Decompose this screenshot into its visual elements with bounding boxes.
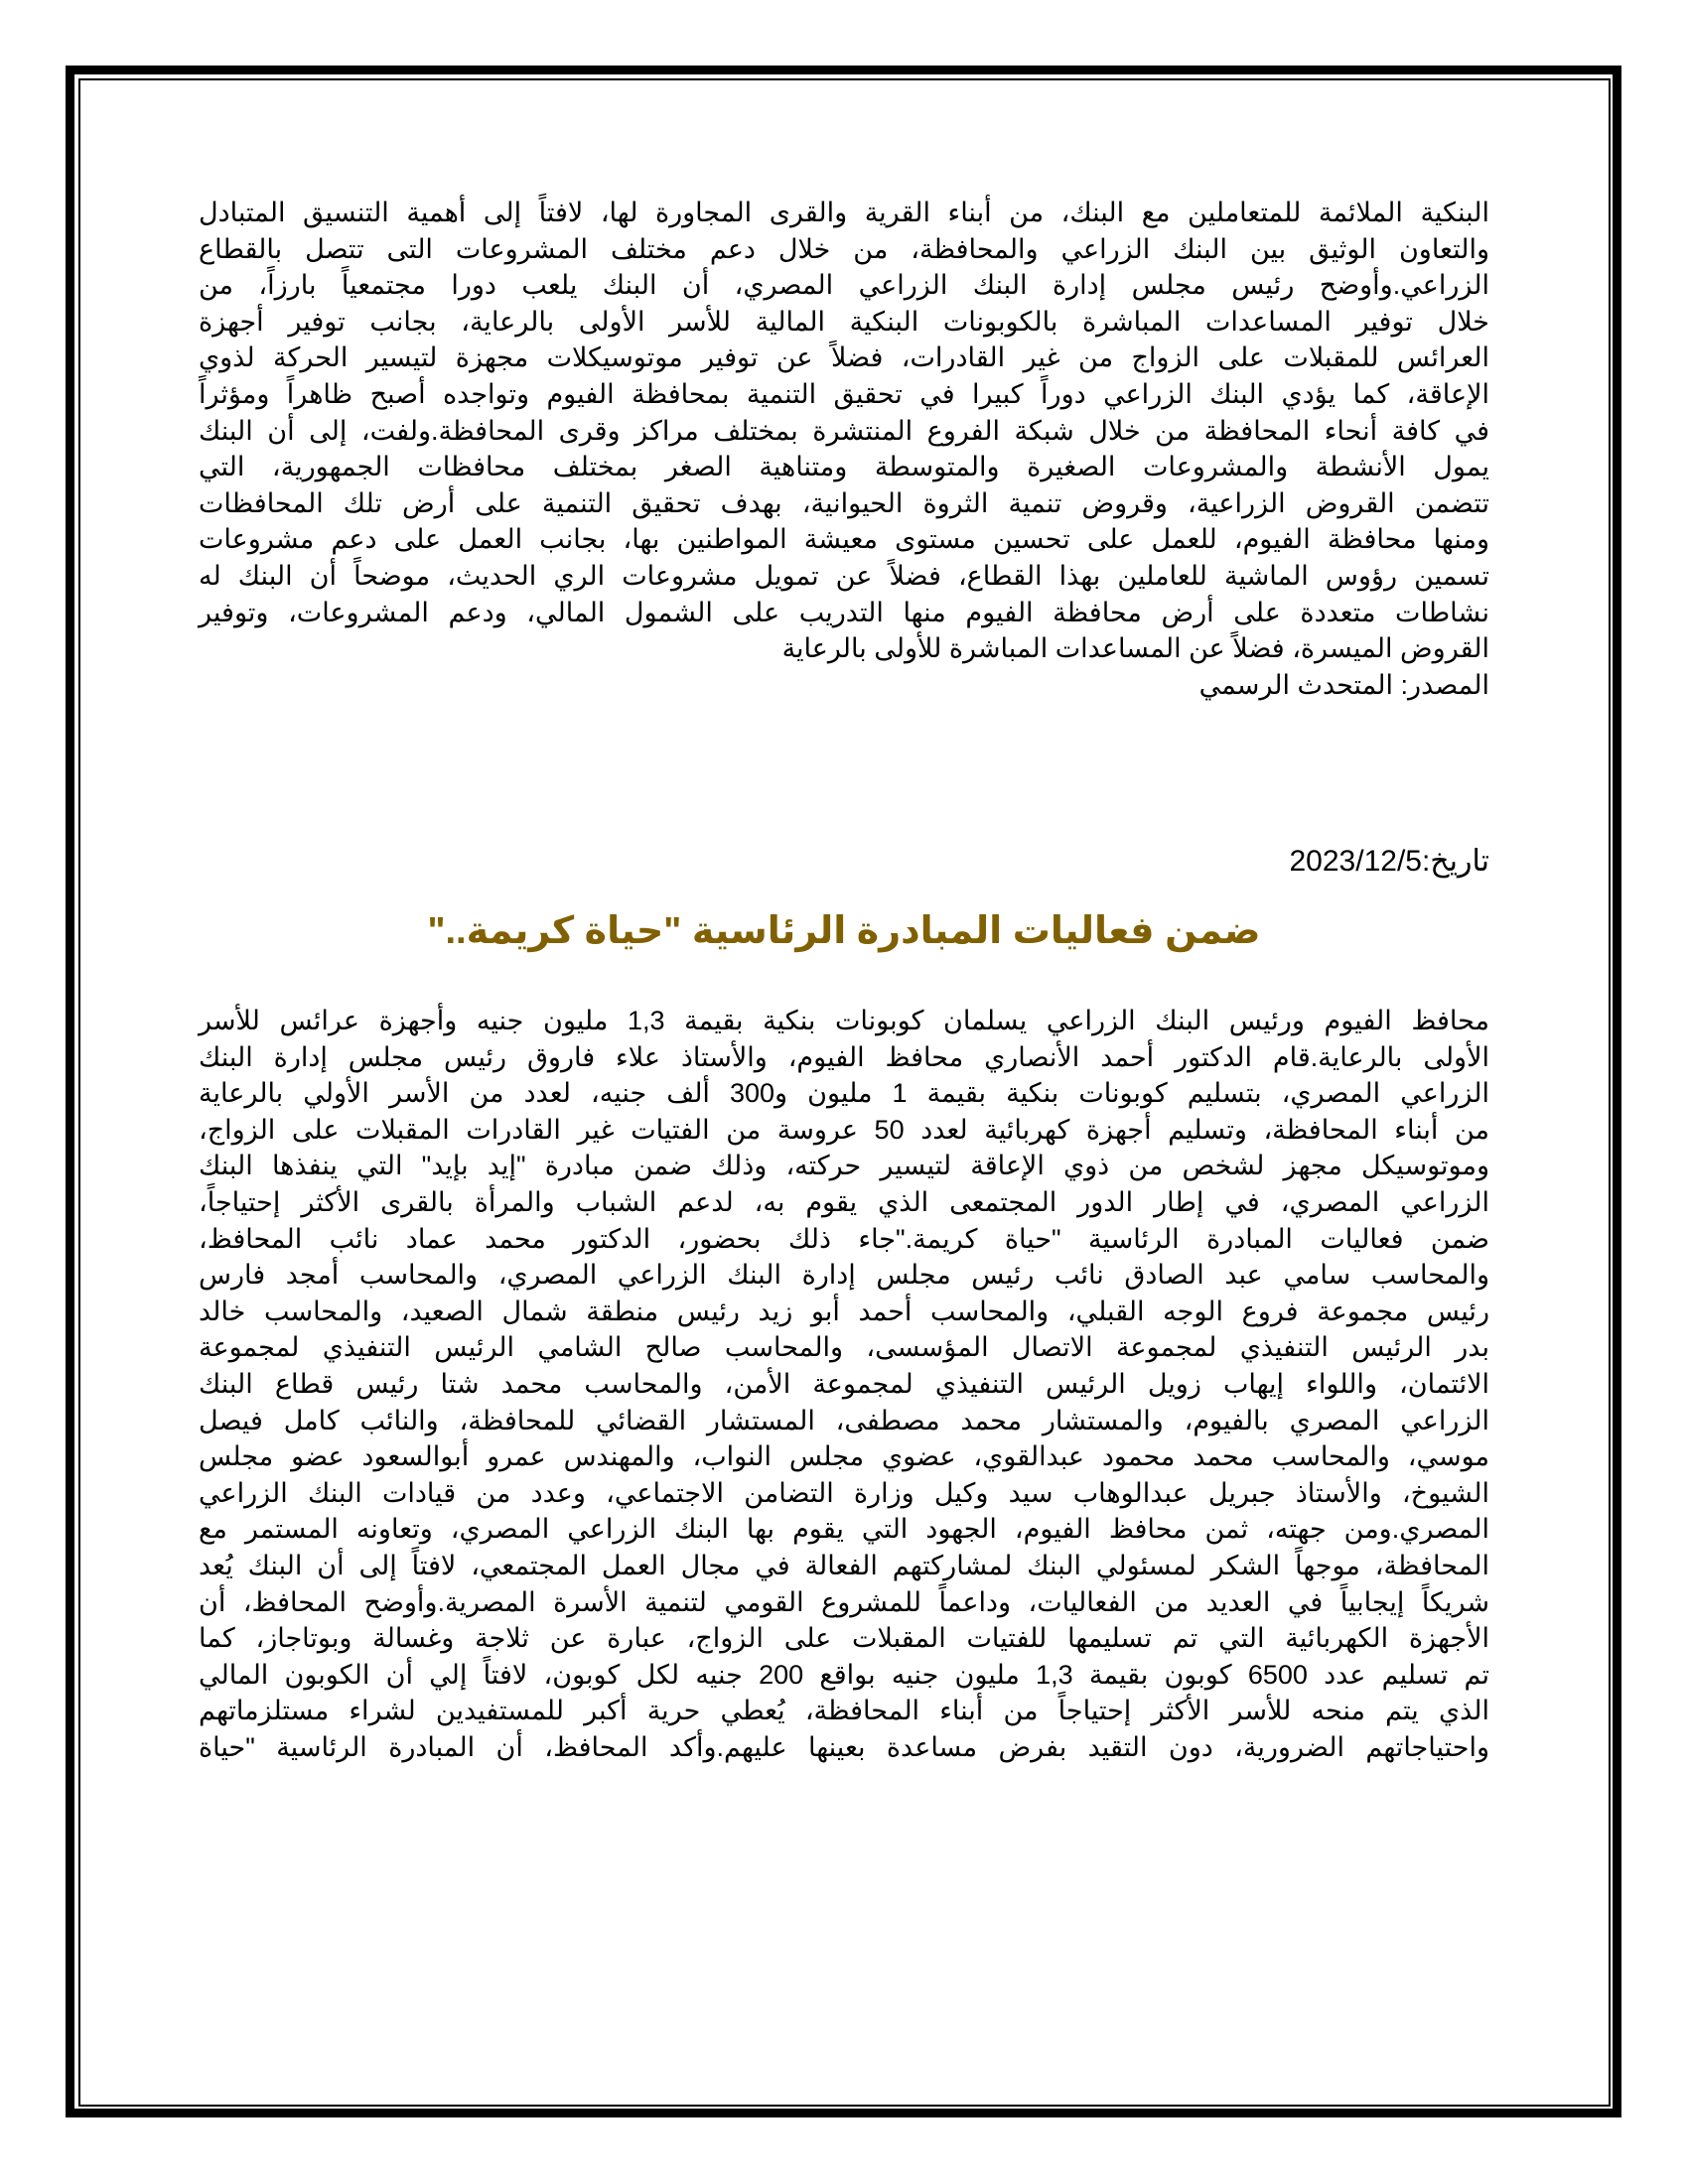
text-line: الزراعي المصري بالفيوم، والمستشار محمد مصطفى، المستشار القضائي للمحافظة، والنائب كامل فيصل (199, 1405, 1489, 1435)
text-line: تتضمن القروض الزراعية، وقروض تنمية الثروة الحيوانية، بهدف تحقيق التنمية على أرض تلك المحافظات (199, 487, 1489, 518)
text-line: رئيس مجموعة فروع الوجه القبلي، والمحاسب أحمد أبو زيد رئيس منطقة شمال الصعيد، والمحاسب خالد (199, 1296, 1489, 1326)
text-line: الشيوخ، والأستاذ جبريل عبدالوهاب سيد وكيل وزارة التضامن الاجتماعي، وعدد من قيادات البنك الزراعي (199, 1477, 1489, 1508)
text-line: الزراعي المصري، بتسليم كوبونات بنكية بقيمة 1 مليون و300 ألف جنيه، لعدد من الأسر الأولي بالرعاية (199, 1078, 1489, 1109)
source-attribution: المصدر: المتحدث الرسمي (1198, 669, 1489, 700)
text-line: موسي، والمحاسب محمد محمود عبدالقوي، عضوي مجلس النواب، والمهندس عمرو أبوالسعود عضو مجلس (199, 1441, 1489, 1472)
article-headline: ضمن فعاليات المبادرة الرئاسية "حياة كريمة.." (427, 910, 1261, 952)
text-line: العرائس للمقبلات على الزواج من غير القادرات، فضلاً عن توفير موتوسيكلات مجهزة لتيسير الحركة لذوي (199, 342, 1489, 373)
text-line: الإعاقة، كما يؤدي البنك الزراعي دوراً كبيرا في تحقيق التنمية بمحافظة الفيوم وتواجده أصبح ظاهراً ومؤثراً (199, 378, 1489, 409)
text-line: بدر الرئيس التنفيذي لمجموعة الاتصال المؤسسى، والمحاسب صالح الشامي الرئيس التنفيذي لمجموعة (199, 1332, 1489, 1363)
text-line: الذي يتم منحه للأسر الأكثر إحتياجاً من أبناء المحافظة، يُعطي حرية أكبر للمستفيدين لشراء مستلزماتهم (199, 1696, 1490, 1726)
continued-article (199, 195, 1489, 703)
text-line: وموتوسيكل مجهز لشخص من ذوي الإعاقة لتيسير حركته، وذلك ضمن مبادرة "إيد بإيد" التي ينفذها البنك (199, 1151, 1489, 1181)
text-line: تسمين رؤوس الماشية للعاملين بهذا القطاع، فضلاً عن تمويل مشروعات الري الحديث، موضحاً أن البنك له (199, 560, 1489, 591)
text-line: الأجهزة الكهربائية التي تم تسليمها للفتيات المقبلات على الزواج، عبارة عن ثلاجة وغسالة وبوتاجاز، كما (199, 1623, 1489, 1654)
text-line: المصري.ومن جهته، ثمن محافظ الفيوم، الجهود التي يقوم بها البنك الزراعي المصري، وتعاونه المستمر مع (199, 1514, 1489, 1545)
text-line: خلال توفير المساعدات المباشرة بالكوبونات البنكية المالية للأسر الأولى بالرعاية، بجانب توفير أجهزة (199, 306, 1489, 337)
text-line: تم تسليم عدد 6500 كوبون بقيمة 1,3 مليون جنيه بواقع 200 جنيه لكل كوبون، لافتاً إلي أن الكوبون المالي (199, 1659, 1490, 1690)
text-line: نشاطات متعددة على أرض محافظة الفيوم منها التدريب على الشمول المالي، ودعم المشروعات، وتوفير (199, 597, 1489, 627)
article-date: تاريخ:2023/12/5 (1289, 845, 1489, 878)
text-line: ضمن فعاليات المبادرة الرئاسية "حياة كريمة."جاء ذلك بحضور، الدكتور محمد عماد نائب المحافظ، (199, 1223, 1489, 1254)
text-line: القروض الميسرة، فضلاً عن المساعدات المباشرة للأولى بالرعاية (781, 633, 1489, 664)
text-line: الأولى بالرعاية.قام الدكتور أحمد الأنصاري محافظ الفيوم، والأستاذ علاء فاروق رئيس مجلس إدارة البنك (199, 1041, 1489, 1072)
text-line: يمول الأنشطة والمشروعات الصغيرة والمتوسطة ومتناهية الصغر بمختلف محافظات الجمهورية، التي (199, 452, 1489, 482)
text-line: البنكية الملائمة للمتعاملين مع البنك، من أبناء القرية والقرى المجاورة لها، لافتاً إلى أهمية التنسيق المتبادل (199, 198, 1489, 227)
text-line: المحافظة، موجهاً الشكر لمسئولي البنك لمشاركتهم الفعالة في مجال العمل المجتمعي، لافتاً إلى أن البنك يُعد (199, 1550, 1489, 1580)
text-line: في كافة أنحاء المحافظة من خلال شبكة الفروع المنتشرة بمختلف مراكز وقرى المحافظة.ولفت، إلى أن البنك (199, 415, 1489, 446)
text-line: من أبناء المحافظة، وتسليم أجهزة كهربائية لعدد 50 عروسة من الفتيات غير القادرات المقبلات على الزواج، (199, 1114, 1489, 1145)
text-line: الزراعي.وأوضح رئيس مجلس إدارة البنك الزراعي المصري، أن البنك يلعب دورا مجتمعياً بارزاً، من (199, 270, 1489, 301)
text-line: والتعاون الوثيق بين البنك الزراعي والمحافظة، من خلال دعم مختلف المشروعات التى تتصل بالقطاع (199, 233, 1489, 264)
text-line: الزراعي المصري، في إطار الدور المجتمعى الذي يقوم به، لدعم الشباب والمرأة بالقرى الأكثر إحتياجاً، (199, 1186, 1489, 1217)
text-line: محافظ الفيوم ورئيس البنك الزراعي يسلمان كوبونات بنكية بقيمة 1,3 مليون جنيه وأجهزة عرائس للأسر (199, 1006, 1489, 1035)
text-line: ومنها محافظة الفيوم، للعمل على تحسين مستوى معيشة المواطنين بها، بجانب العمل على دعم مشروعات (199, 524, 1489, 555)
text-line: الائتمان، واللواء إيهاب زويل الرئيس التنفيذي لمجموعة الأمن، والمحاسب محمد شتا رئيس قطاع البنك (199, 1368, 1489, 1399)
text-line: واحتياجاتهم الضرورية، دون التقيد بفرض مساعدة بعينها عليهم.وأكد المحافظ، أن المبادرة الرئاسية "حياة (199, 1731, 1489, 1762)
text-line: والمحاسب سامي عبد الصادق نائب رئيس مجلس إدارة البنك الزراعي المصري، والمحاسب أمجد فارس (199, 1260, 1489, 1291)
text-line: شريكاً إيجابياً في العديد من الفعاليات، وداعماً للمشروع القومي لتنمية الأسرة المصرية.وأوضح المحافظ، أن (199, 1586, 1489, 1617)
article-body (199, 1003, 1489, 1765)
